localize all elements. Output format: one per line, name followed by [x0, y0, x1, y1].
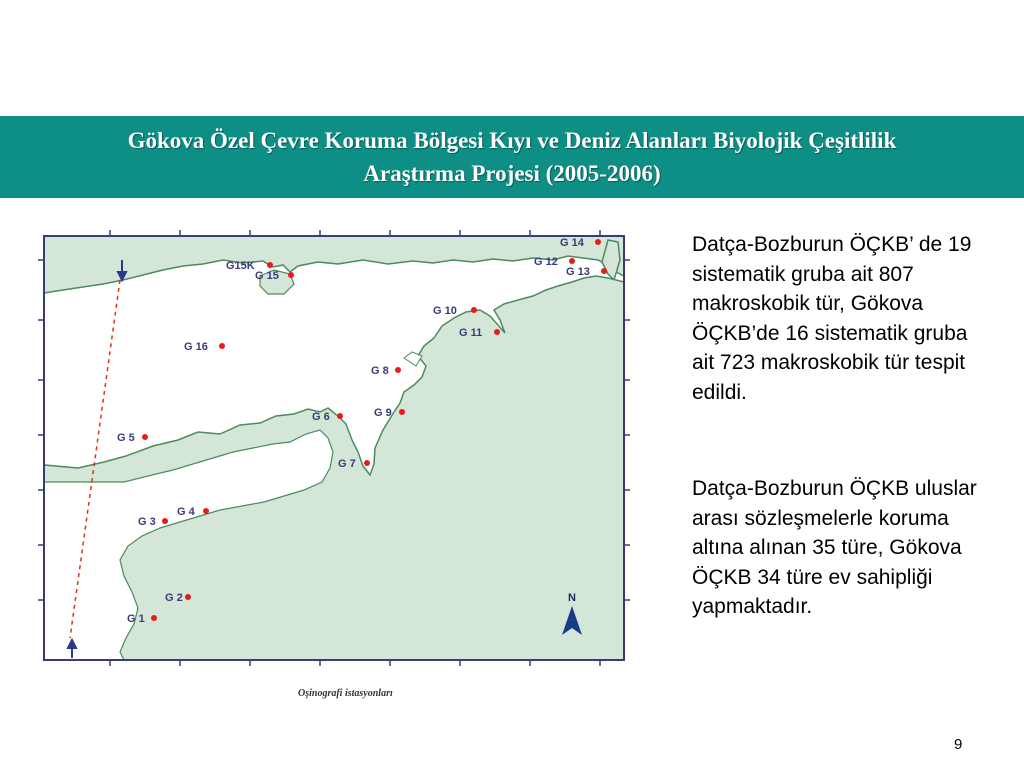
station-label-g6: G 6	[312, 411, 330, 423]
station-label-g9: G 9	[374, 407, 392, 419]
north-label: N	[568, 592, 576, 604]
station-label-g12: G 12	[534, 256, 558, 268]
station-dot-g9	[399, 409, 405, 415]
paragraph-protected-species: Datça-Bozburun ÖÇKB uluslar arası sözleşmelerle koruma altına alınan 35 türe, Gökova ÖÇKB 34 türe ev sahipliği yapmaktadır.	[692, 477, 977, 618]
station-label-g10: G 10	[433, 305, 457, 317]
station-dot-g2	[185, 594, 191, 600]
station-dot-g8	[395, 367, 401, 373]
station-dot-g10	[471, 307, 477, 313]
station-label-g11: G 11	[459, 327, 483, 339]
station-dot-g4	[203, 508, 209, 514]
station-dot-g12	[569, 258, 575, 264]
station-dot-g1	[151, 615, 157, 621]
station-dot-g13	[601, 268, 607, 274]
station-dot-g14	[595, 239, 601, 245]
map-svg	[28, 220, 658, 720]
station-label-g16: G 16	[184, 341, 208, 353]
title-banner	[0, 116, 1024, 198]
page-number: 9	[954, 736, 963, 753]
station-dot-g11	[494, 329, 500, 335]
station-dot-g16	[219, 343, 225, 349]
station-dot-g5	[142, 434, 148, 440]
station-label-g7: G 7	[338, 458, 356, 470]
slide-title-line-2: Araştırma Projesi (2005-2006)	[363, 161, 661, 186]
station-dot-g3	[162, 518, 168, 524]
station-label-g1: G 1	[127, 613, 145, 625]
station-label-g14: G 14	[560, 237, 584, 249]
station-dot-g7	[364, 460, 370, 466]
station-label-g13: G 13	[566, 266, 590, 278]
station-dot-g15k	[267, 262, 273, 268]
station-label-g5: G 5	[117, 432, 135, 444]
paragraph-species-counts: Datça-Bozburun ÖÇKB’ de 19 sistematik gruba ait 807 makroskobik tür, Gökova ÖÇKB’de 16 sistematik gruba ait 723 makroskobik tür tespit edildi.	[692, 233, 972, 404]
station-dot-g6	[337, 413, 343, 419]
station-label-g3: G 3	[138, 516, 156, 528]
station-label-g4: G 4	[177, 506, 195, 518]
station-label-g15: G 15	[255, 270, 279, 282]
station-label-g2: G 2	[165, 592, 183, 604]
station-label-g15k: G15K	[226, 260, 255, 272]
land-masses	[44, 236, 624, 660]
map-caption: Oşinografi istasyonları	[298, 688, 393, 699]
slide-title-line-1: Gökova Özel Çevre Koruma Bölgesi Kıyı ve Deniz Alanları Biyolojik Çeşitlilik	[127, 128, 897, 153]
station-dot-g15	[288, 272, 294, 278]
station-label-g8: G 8	[371, 365, 389, 377]
station-map	[28, 220, 658, 720]
